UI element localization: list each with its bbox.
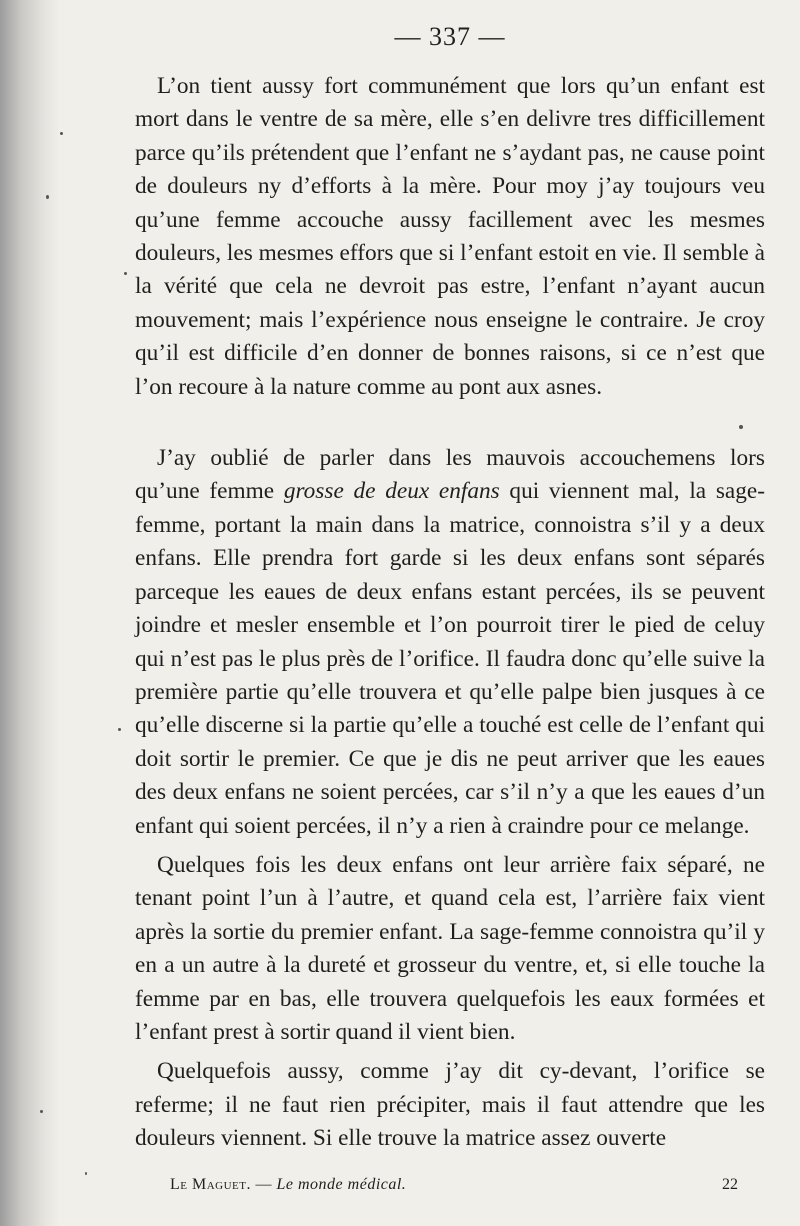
footer-author: Le Maguet. —: [170, 1176, 277, 1193]
body-text: [135, 70, 765, 1156]
paragraph-1: [135, 70, 765, 404]
paragraph-4: [135, 1055, 765, 1155]
paragraph-text: qui viennent mal, la sage-femme, portant la main dans la matrice, connoistra s’il y a deux enfans. Elle prendra fort garde si les deux enfans sont séparés parceque les eaues de deux enfans estant percées, ils se peuvent joindre et mesler ensemble et l’on pourroit tirer le pied de celuy qui n’est pas le plus près de l’orifice. Il faudra donc qu’elle suive la première partie qu’elle trouvera et qu’elle palpe bien jusques à ce qu’elle discerne si la partie qu’elle a touché est celle de l’enfant qui doit sortir le premier. Ce que je dis ne peut arriver que les eaues des deux enfans ne soient percées, car s’il n’y a que les eaues d’un enfant qui soient percées, il n’y a rien à craindre pour ce melange.: [135, 478, 765, 839]
italic-phrase: grosse de deux enfans: [283, 478, 500, 505]
running-footer: [170, 1176, 406, 1194]
paragraph-2: [135, 442, 765, 843]
paragraph-text: L’on tient aussy fort communément que lors qu’un enfant est mort dans le ventre de sa mère, elle s’en delivre tres difficillement parce qu’ils prétendent que l’enfant ne s’aydant pas, ne cause point de douleurs ny d’efforts à la mère. Pour moy j’ay toujours veu qu’une femme accouche aussy facillement avec les mesmes douleurs, les mesmes effors que si l’enfant estoit en vie. Il semble à la vérité que cela ne devroit pas estre, l’enfant n’ayant aucun mouvement; mais l’expérience nous enseigne le contraire. Je croy qu’il est difficile d’en donner de bonnes raisons, si ce n’est que l’on recoure à la nature comme au pont aux asnes.: [135, 73, 765, 400]
paragraph-text: Quelques fois les deux enfans ont leur arrière faix séparé, ne tenant point l’un à l’autre, et quand cela est, l’arrière faix vient après la sortie du premier enfant. La sage-femme connoistra qu’il y en a un autre à la dureté et grosseur du ventre, et, si elle touche la femme par en bas, elle trouvera quelquefois les eaux formées et l’enfant prest à sortir quand il vient bien.: [135, 851, 765, 1045]
print-speck: [118, 728, 121, 731]
paragraph-text: Quelquefois aussy, comme j’ay dit cy-devant, l’orifice se referme; il ne faut rien précipiter, mais il faut attendre que les douleurs viennent. Si elle trouve la matrice assez ouverte: [135, 1058, 765, 1152]
paragraph-3: [135, 849, 765, 1049]
print-speck: [124, 272, 127, 275]
print-speck: [739, 425, 743, 429]
page-number: — 337 —: [394, 22, 506, 51]
print-speck: [40, 1110, 43, 1113]
paragraph-text: J’ay oublié de parler dans les mauvois accouchemens lors qu’une femme: [135, 445, 765, 505]
footer-work-title: Le monde médical.: [276, 1176, 407, 1193]
print-speck: [60, 132, 63, 135]
print-speck: [85, 1172, 87, 1175]
print-speck: [46, 195, 49, 199]
signature-mark: 22: [722, 1176, 738, 1193]
